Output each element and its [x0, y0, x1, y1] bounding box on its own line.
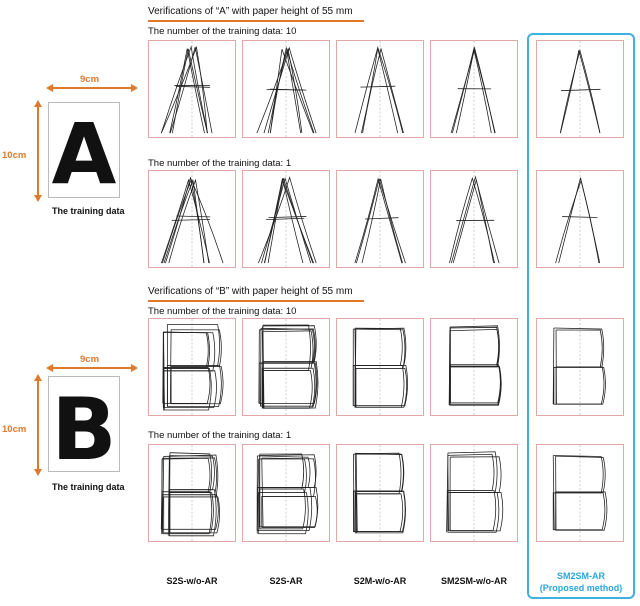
result-a-n10-sm2sm-wo-ar-sketch	[431, 41, 517, 137]
result-b-n10-s2s-ar-sketch	[243, 319, 329, 415]
result-b-n10-s2m-wo-ar	[336, 318, 424, 416]
result-a-n1-s2s-wo-ar-sketch	[149, 171, 235, 267]
result-b-n10-sm2sm-ar	[536, 318, 624, 416]
result-a-n10-s2s-wo-ar-sketch	[149, 41, 235, 137]
column-label-s2m-wo-ar: S2M-w/o-AR	[353, 576, 407, 586]
result-b-n1-sm2sm-ar	[536, 444, 624, 542]
section-b-row2-label: The number of the training data: 1	[148, 430, 292, 441]
result-a-n10-sm2sm-wo-ar	[430, 40, 518, 138]
column-label-sm2sm-wo-ar: SM2SM-w/o-AR	[441, 576, 507, 586]
result-a-n10-s2m-wo-ar	[336, 40, 424, 138]
training-a-caption: The training data	[52, 206, 125, 216]
result-b-n1-sm2sm-ar-sketch	[537, 445, 623, 541]
training-b-height-arrow	[34, 374, 42, 476]
result-a-n10-sm2sm-ar-sketch	[537, 41, 623, 137]
result-b-n1-s2s-ar-sketch	[243, 445, 329, 541]
column-label-proposed	[529, 570, 633, 594]
result-b-n1-s2s-wo-ar-sketch	[149, 445, 235, 541]
result-b-n1-s2m-wo-ar-sketch	[337, 445, 423, 541]
result-b-n10-sm2sm-wo-ar-sketch	[431, 319, 517, 415]
result-a-n1-sm2sm-ar	[536, 170, 624, 268]
proposed-method-name: SM2SM-AR	[556, 571, 605, 581]
section-a-title: Verifications of “A” with paper height of 55 mm	[148, 6, 353, 17]
result-b-n1-s2m-wo-ar	[336, 444, 424, 542]
result-b-n1-sm2sm-wo-ar	[430, 444, 518, 542]
result-a-n10-s2m-wo-ar-sketch	[337, 41, 423, 137]
result-a-n1-s2s-ar-sketch	[243, 171, 329, 267]
result-a-n10-s2s-ar	[242, 40, 330, 138]
training-b-letter: B	[51, 381, 117, 471]
result-a-n10-sm2sm-ar	[536, 40, 624, 138]
result-a-n1-sm2sm-wo-ar-sketch	[431, 171, 517, 267]
result-a-n1-s2m-wo-ar-sketch	[337, 171, 423, 267]
proposed-method-note: (Proposed method)	[539, 583, 623, 593]
training-b-width-arrow	[46, 364, 138, 372]
result-b-n10-s2s-wo-ar	[148, 318, 236, 416]
result-a-n10-s2s-ar-sketch	[243, 41, 329, 137]
result-b-n10-s2s-ar	[242, 318, 330, 416]
result-b-n1-s2s-ar	[242, 444, 330, 542]
training-b-height-label: 10cm	[2, 424, 27, 435]
result-a-n1-s2s-wo-ar	[148, 170, 236, 268]
result-b-n10-s2s-wo-ar-sketch	[149, 319, 235, 415]
result-a-n1-sm2sm-wo-ar	[430, 170, 518, 268]
training-a-letter: A	[51, 105, 117, 197]
training-b-width-label: 9cm	[80, 354, 100, 365]
result-b-n10-s2m-wo-ar-sketch	[337, 319, 423, 415]
column-label-s2s-ar: S2S-AR	[269, 576, 303, 586]
training-a-image	[48, 102, 120, 198]
column-label-s2s-wo-ar: S2S-w/o-AR	[166, 576, 218, 586]
result-b-n10-sm2sm-wo-ar	[430, 318, 518, 416]
training-a-height-arrow	[34, 100, 42, 202]
result-a-n10-s2s-wo-ar	[148, 40, 236, 138]
training-b-image	[48, 376, 120, 472]
training-a-width-label: 9cm	[80, 74, 100, 85]
result-a-n1-sm2sm-ar-sketch	[537, 171, 623, 267]
section-b-title: Verifications of “B” with paper height of 55 mm	[148, 286, 353, 297]
section-b-underline	[148, 300, 364, 302]
result-b-n10-sm2sm-ar-sketch	[537, 319, 623, 415]
training-a-width-arrow	[46, 84, 138, 92]
section-b-row1-label: The number of the training data: 10	[148, 306, 297, 317]
result-b-n1-s2s-wo-ar	[148, 444, 236, 542]
section-a-row1-label: The number of the training data: 10	[148, 26, 297, 37]
result-a-n1-s2s-ar	[242, 170, 330, 268]
training-a-height-label: 10cm	[2, 150, 27, 161]
section-a-underline	[148, 20, 364, 22]
result-a-n1-s2m-wo-ar	[336, 170, 424, 268]
training-b-caption: The training data	[52, 482, 125, 492]
section-a-row2-label: The number of the training data: 1	[148, 158, 292, 169]
result-b-n1-sm2sm-wo-ar-sketch	[431, 445, 517, 541]
